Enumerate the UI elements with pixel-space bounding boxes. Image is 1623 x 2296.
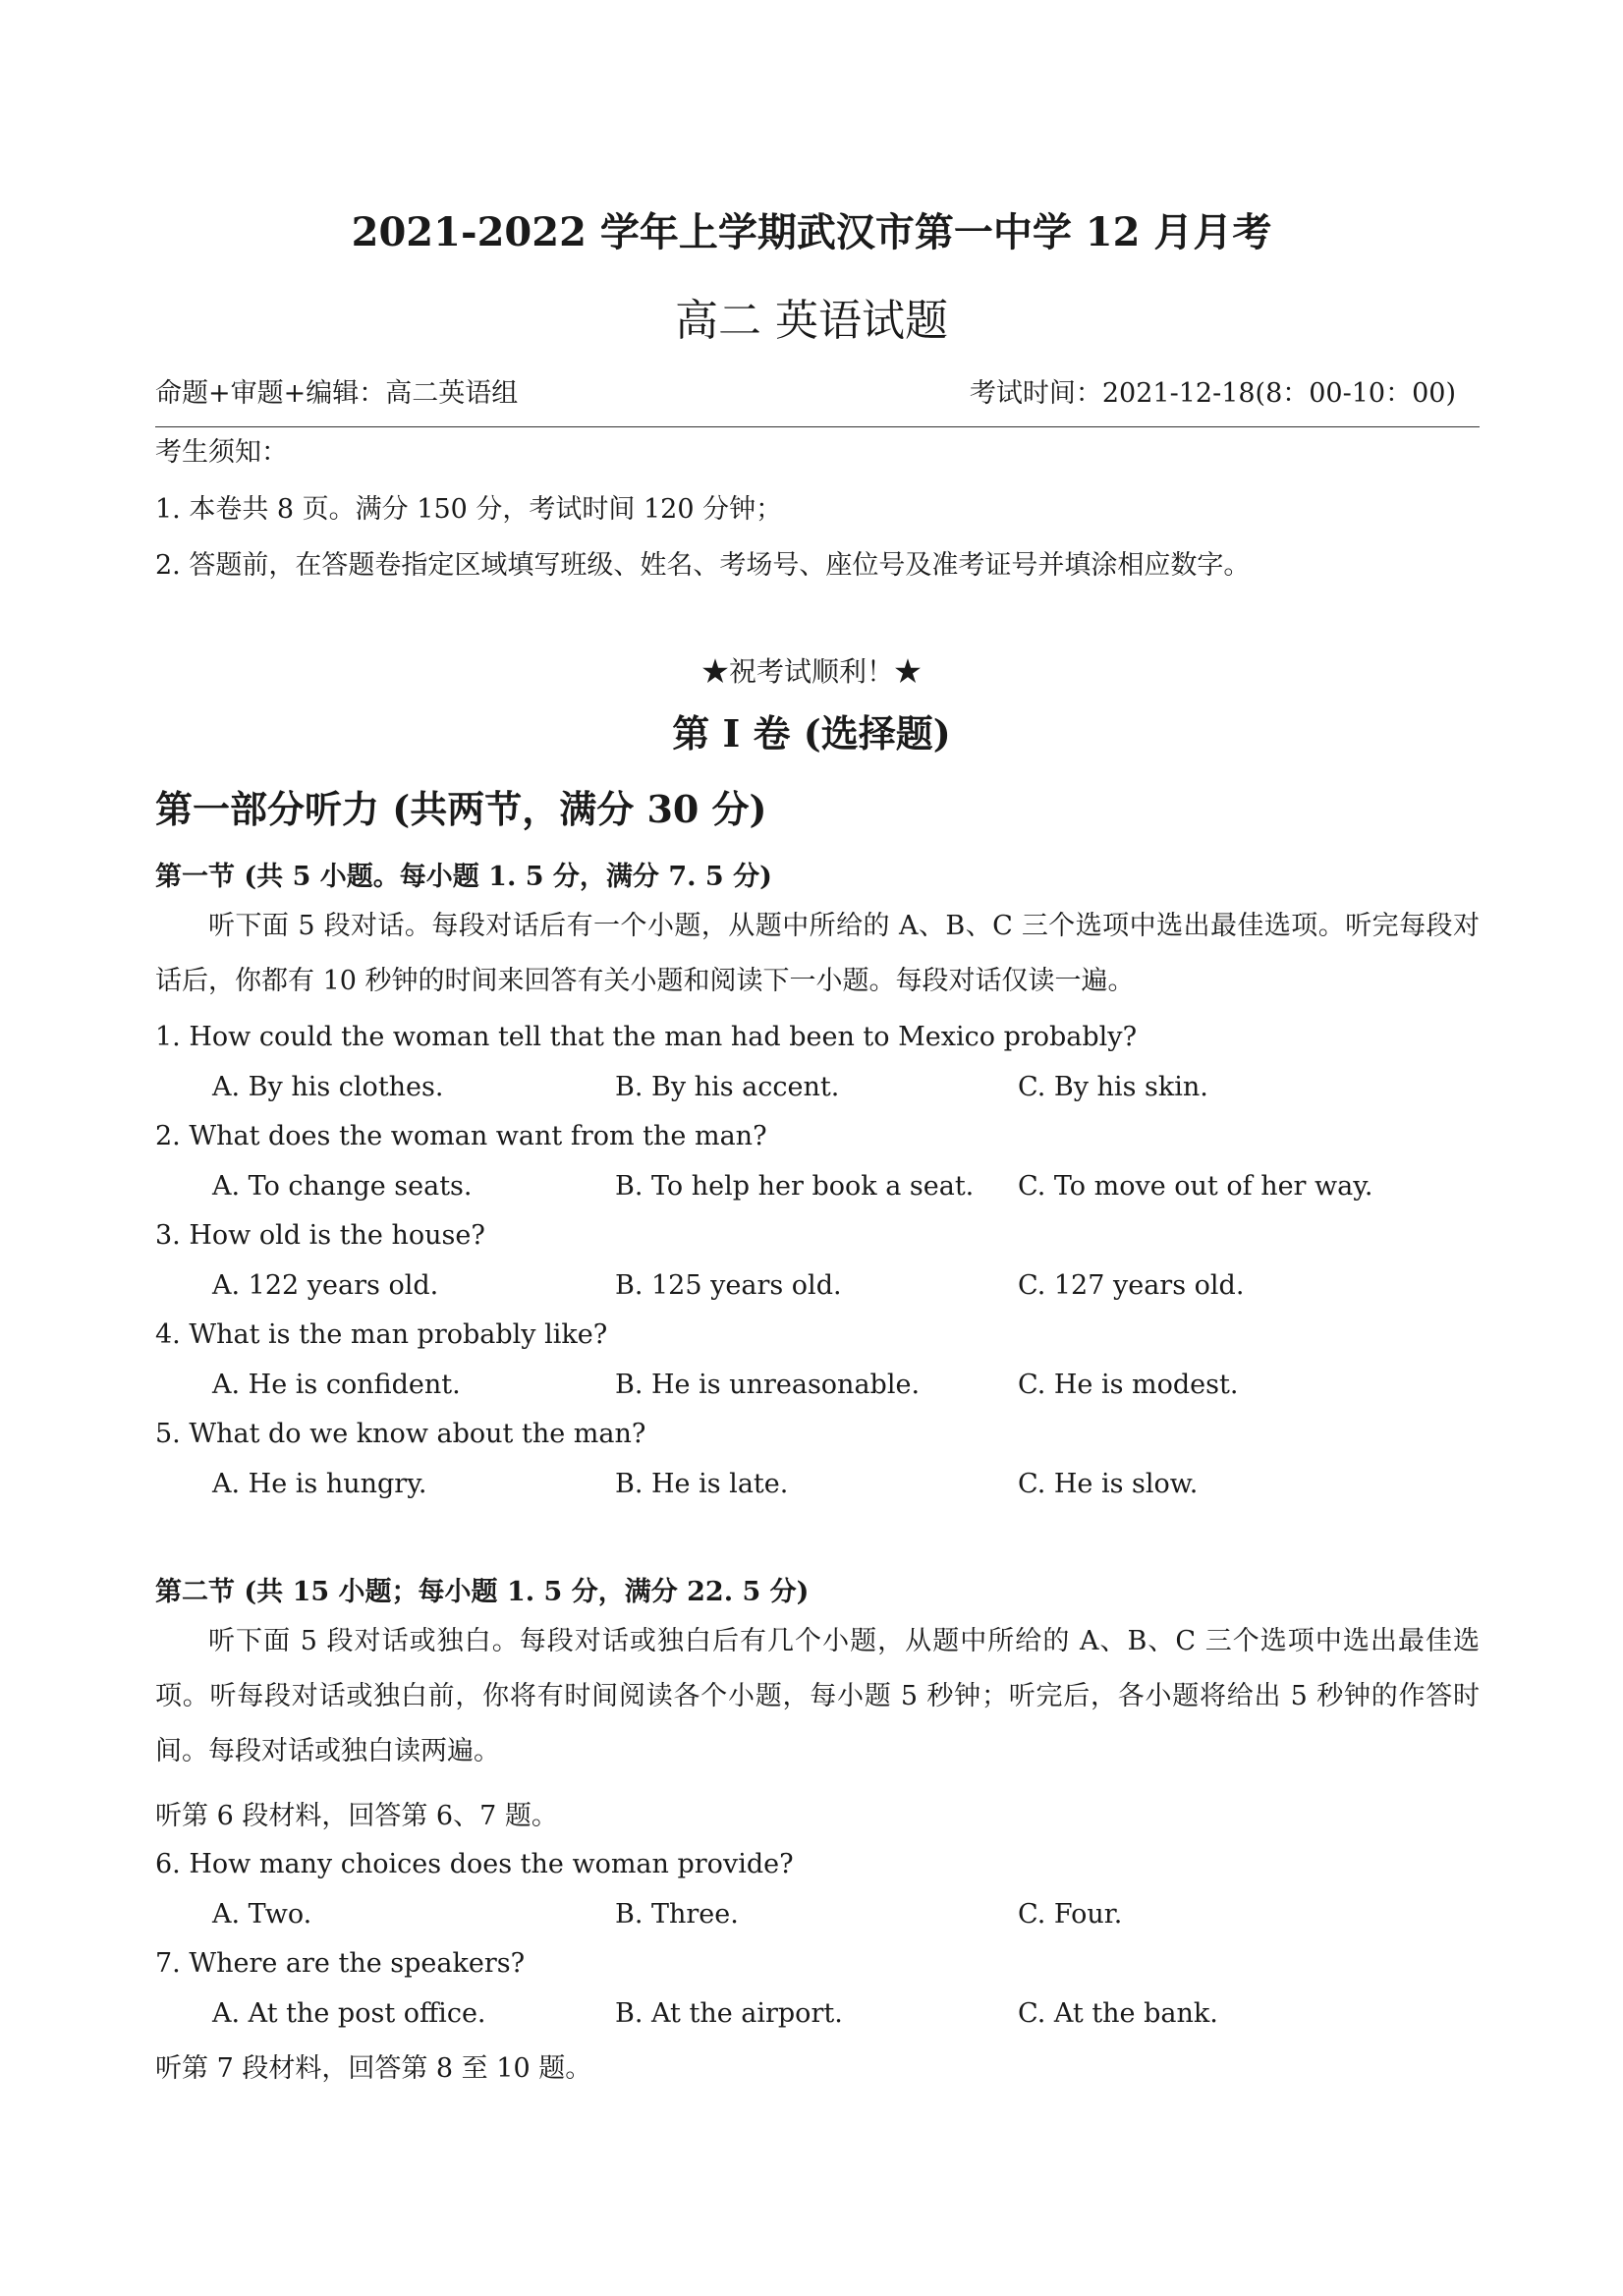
question-2: 2. What does the woman want from the man? [155, 1121, 767, 1151]
header-divider [155, 426, 1480, 427]
option-c: C. To move out of her way. [1018, 1171, 1373, 1202]
question-7: 7. Where are the speakers? [155, 1948, 526, 1979]
option-a: A. 122 years old. [212, 1270, 439, 1301]
option-b: B. At the airport. [615, 1998, 843, 2029]
option-c: C. At the bank. [1018, 1998, 1218, 2029]
option-a: A. Two. [212, 1899, 312, 1930]
option-c: C. Four. [1018, 1899, 1123, 1930]
section2-title: 第二节 (共 15 小题；每小题 1. 5 分，满分 22. 5 分) [155, 1577, 810, 1607]
option-a: A. He is hungry. [212, 1469, 427, 1499]
exam-subtitle: 高二 英语试题 [675, 296, 948, 346]
option-b: B. He is unreasonable. [615, 1370, 921, 1400]
notice-heading: 考生须知： [155, 437, 288, 468]
notice-item: 1. 本卷共 8 页。满分 150 分，考试时间 120 分钟； [155, 494, 783, 525]
section1-title: 第一节 (共 5 小题。每小题 1. 5 分，满分 7. 5 分) [155, 862, 772, 892]
question-5: 5. What do we know about the man? [155, 1419, 646, 1449]
exam-title: 2021-2022 学年上学期武汉市第一中学 12 月月考 [351, 209, 1272, 255]
option-a: A. To change seats. [212, 1171, 473, 1202]
editors-line: 命题+审题+编辑：高二英语组 [155, 378, 519, 409]
material-6-line: 听第 6 段材料，回答第 6、7 题。 [155, 1801, 558, 1831]
question-3: 3. How old is the house? [155, 1220, 485, 1251]
option-c: C. By his skin. [1018, 1072, 1208, 1102]
exam-time: 考试时间：2021-12-18(8：00-10：00) [969, 378, 1456, 409]
option-a: A. At the post office. [212, 1998, 486, 2029]
section1-instructions: 听下面 5 段对话。每段对话后有一个小题，从题中所给的 A、B、C 三个选项中选出最佳选项。听完每段对话后，你都有 10 秒钟的时间来回答有关小题和阅读下一小题。每段对话仅读一遍。 [155, 911, 1480, 996]
section2-instructions: 听下面 5 段对话或独白。每段对话或独白后有几个小题，从题中所给的 A、B、C 三个选项中选出最佳选项。听每段对话或独白前，你将有时间阅读各个小题，每小题 5 秒钟；听完后，各小题将给出 5 秒钟的作答时间。每段对话或独白读两遍。 [155, 1626, 1480, 1766]
question-1: 1. How could the woman tell that the man had been to Mexico probably? [155, 1022, 1138, 1052]
option-b: B. By his accent. [615, 1072, 840, 1102]
option-c: C. He is modest. [1018, 1370, 1239, 1400]
option-c: C. 127 years old. [1018, 1270, 1245, 1301]
option-b: B. He is late. [615, 1469, 789, 1499]
good-luck-line: ★祝考试顺利！★ [700, 655, 922, 688]
option-c: C. He is slow. [1018, 1469, 1199, 1499]
option-a: A. He is confident. [212, 1370, 461, 1400]
material-7-line: 听第 7 段材料，回答第 8 至 10 题。 [155, 2053, 592, 2084]
question-6: 6. How many choices does the woman provide? [155, 1849, 794, 1879]
option-a: A. By his clothes. [212, 1072, 444, 1102]
option-b: B. Three. [615, 1899, 739, 1930]
notice-item: 2. 答题前，在答题卷指定区域填写班级、姓名、考场号、座位号及准考证号并填涂相应数字。 [155, 550, 1251, 581]
option-b: B. 125 years old. [615, 1270, 842, 1301]
question-4: 4. What is the man probably like? [155, 1319, 608, 1350]
option-b: B. To help her book a seat. [615, 1171, 975, 1202]
part1-title: 第一部分听力 (共两节，满分 30 分) [155, 787, 767, 831]
volume-title: 第 I 卷 (选择题) [672, 711, 951, 756]
